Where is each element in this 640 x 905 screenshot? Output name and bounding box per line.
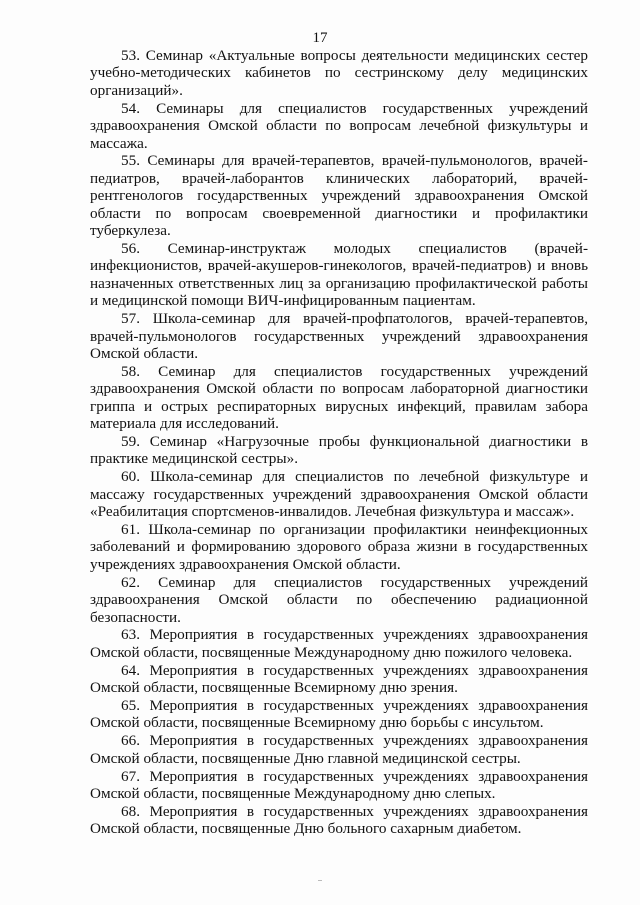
list-item: 53. Семинар «Актуальные вопросы деятельности медицинских сестер учебно-методических кабинетов по сестринскому делу медицинских организаций». (90, 47, 588, 99)
list-item: 67. Мероприятия в государственных учреждениях здравоохранения Омской области, посвященные Международному дню слепых. (90, 767, 588, 803)
list-item: 56. Семинар-инструктаж молодых специалистов (врачей-инфекционистов, врачей-акушеров-гинекологов, врачей-педиатров) и вновь назначенных ответственных лиц за организацию профилактической работы и медицинской помощи ВИЧ-инфицированным пациентам. (90, 239, 588, 310)
list-item: 59. Семинар «Нагрузочные пробы функциональной диагностики в практике медицинской сестры». (90, 432, 588, 468)
page-number: 17 (312, 30, 328, 46)
list-item: 68. Мероприятия в государственных учреждениях здравоохранения Омской области, посвященные Дню больного сахарным диабетом. (90, 802, 588, 838)
list-item: 64. Мероприятия в государственных учреждениях здравоохранения Омской области, посвященные Всемирному дню зрения. (90, 661, 588, 697)
list-item: 62. Семинар для специалистов государственных учреждений здравоохранения Омской области по обеспечению радиационной безопасности. (90, 573, 588, 626)
list-item: 54. Семинары для специалистов государственных учреждений здравоохранения Омской области по вопросам лечебной физкультуры и массажа. (90, 99, 588, 152)
scan-speck (318, 880, 322, 881)
document-body (90, 47, 588, 838)
list-item: 66. Мероприятия в государственных учреждениях здравоохранения Омской области, посвященные Дню главной медицинской сестры. (90, 732, 588, 767)
list-item: 58. Семинар для специалистов государственных учреждений здравоохранения Омской области по вопросам лабораторной диагностики гриппа и острых респираторных вирусных инфекций, правилам забора материала для исследований. (90, 362, 588, 433)
list-item: 55. Семинары для врачей-терапевтов, врачей-пульмонологов, врачей-педиатров, врачей-лаборантов клинических лабораторий, врачей-рентгенологов государственных учреждений здравоохранения Омской области по вопросам своевременной диагностики и профилактики туберкулеза. (90, 152, 588, 240)
list-item: 65. Мероприятия в государственных учреждениях здравоохранения Омской области, посвященные Всемирному дню борьбы с инсультом. (90, 697, 588, 732)
list-item: 63. Мероприятия в государственных учреждениях здравоохранения Омской области, посвященные Международному дню пожилого человека. (90, 626, 588, 661)
list-item: 57. Школа-семинар для врачей-профпатологов, врачей-терапевтов, врачей-пульмонологов государственных учреждений здравоохранения Омской области. (90, 310, 588, 362)
list-item: 61. Школа-семинар по организации профилактики неинфекционных заболеваний и формированию здорового образа жизни в государственных учреждениях здравоохранения Омской области. (90, 520, 588, 573)
list-item: 60. Школа-семинар для специалистов по лечебной физкультуре и массажу государственных учреждений здравоохранения Омской области «Реабилитация спортсменов-инвалидов. Лечебная физкультура и массаж». (90, 468, 588, 521)
